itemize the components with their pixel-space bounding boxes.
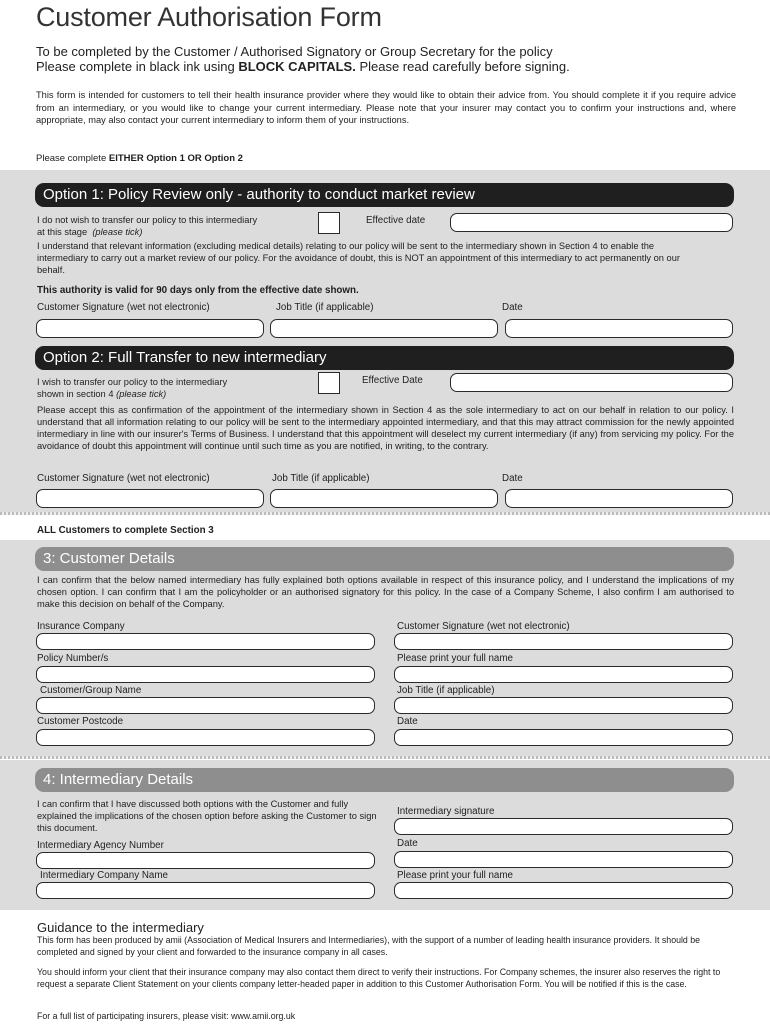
- agency-number-input[interactable]: [36, 852, 375, 869]
- customer-signature-input[interactable]: [394, 633, 733, 650]
- option1-checkbox[interactable]: [318, 212, 340, 234]
- option2-job-input[interactable]: [270, 489, 498, 508]
- option1-validity: This authority is valid for 90 days only from the effective date shown.: [37, 285, 359, 296]
- subtitle: [36, 44, 570, 74]
- option2-tick-line2: shown in section 4: [37, 389, 114, 399]
- option1-effective-date-input[interactable]: [450, 213, 733, 232]
- guidance-heading: Guidance to the intermediary: [37, 920, 204, 935]
- policy-number-input[interactable]: [36, 666, 375, 683]
- intro-text: This form is intended for customers to tell their health insurance provider where they would like to obtain their advice from. You should complete it if you require advice from an intermediary, or you would like to change your current intermediary. Please note that your insurer may contact you to confirm your instructions and, where appropriate, may also contact your current intermediary to inform them of your instructions.: [36, 90, 736, 125]
- line2-post: Please read carefully before signing.: [355, 59, 570, 74]
- option2-tick-hint: (please tick): [116, 389, 167, 399]
- option2-effective-date-input[interactable]: [450, 373, 733, 392]
- divider: [0, 512, 770, 515]
- option1-effective-label: Effective date: [366, 215, 426, 226]
- option1-tick-hint: (please tick): [92, 227, 143, 237]
- option2-heading: Option 2: Full Transfer to new intermediary: [35, 346, 734, 370]
- option1-tick-line2: at this stage: [37, 227, 88, 237]
- intermediary-full-name-input[interactable]: [394, 882, 733, 899]
- intermediary-date-input[interactable]: [394, 851, 733, 868]
- customer-postcode-input[interactable]: [36, 729, 375, 746]
- section4-body: I can confirm that I have discussed both options with the Customer and fully explained the implications of the chosen option before asking the Customer to sign this document.: [37, 799, 377, 833]
- option1-job-input[interactable]: [270, 319, 498, 338]
- option2-date-label: Date: [502, 473, 523, 484]
- s3-right-label-0: Customer Signature (wet not electronic): [397, 621, 570, 632]
- divider-2: [0, 756, 770, 759]
- section3-heading: 3: Customer Details: [35, 547, 734, 571]
- option2-effective-label: Effective Date: [362, 375, 423, 386]
- s4-left-label-1: Intermediary Company Name: [40, 870, 168, 881]
- s4-right-label-0: Intermediary signature: [397, 806, 495, 817]
- either-bold: EITHER Option 1 OR Option 2: [108, 153, 243, 164]
- option2-sig-label: Customer Signature (wet not electronic): [37, 473, 210, 484]
- s3-left-label-1: Policy Number/s: [37, 653, 109, 664]
- form-title: Customer Authorisation Form: [36, 2, 382, 32]
- insurance-company-input[interactable]: [36, 633, 375, 650]
- intermediary-company-input[interactable]: [36, 882, 375, 899]
- option2-job-label: Job Title (if applicable): [272, 473, 370, 484]
- subtitle-line2: [36, 59, 570, 74]
- either-instruction: [36, 153, 243, 164]
- s3-right-label-2: Job Title (if applicable): [397, 685, 495, 696]
- option2-checkbox[interactable]: [318, 372, 340, 394]
- customer-full-name-input[interactable]: [394, 666, 733, 683]
- guidance-p1: This form has been produced by amii (Association of Medical Insurers and Intermediaries), with the support of a number of leading health insurance providers. It should be completed and signed by your client and forwarded to the insurance company in all cases.: [37, 935, 701, 957]
- line2-pre: Please complete in black ink using: [36, 59, 239, 74]
- option2-signature-input[interactable]: [36, 489, 264, 508]
- option2-tick-text: [37, 376, 327, 400]
- s3-right-label-1: Please print your full name: [397, 653, 513, 664]
- s4-right-label-2: Please print your full name: [397, 870, 513, 881]
- s4-right-label-1: Date: [397, 838, 418, 849]
- section3-body: I can confirm that the below named intermediary has fully explained both options available in respect of this insurance policy, and I understand the implications of my chosen option. I can confirm that I am the policyholder or an authorised signatory for this policy. In the case of a Company Scheme, I also confirm I am authorised to make this decision on behalf of the Company.: [37, 575, 734, 609]
- option1-tick-line1: I do not wish to transfer our policy to this intermediary: [37, 215, 258, 225]
- s3-left-label-2: Customer/Group Name: [40, 685, 142, 696]
- all-customers-note: ALL Customers to complete Section 3: [37, 525, 214, 536]
- s4-left-label-0: Intermediary Agency Number: [37, 840, 164, 851]
- either-pre: Please complete: [36, 153, 109, 164]
- customer-group-name-input[interactable]: [36, 697, 375, 714]
- subtitle-line1: To be completed by the Customer / Authorised Signatory or Group Secretary for the policy: [36, 44, 553, 59]
- guidance-p2: You should inform your client that their insurance company may also contact them direct to verify their instructions. For Company schemes, the insurer also reserves the right to request a separate Client Statement on your clients company letter-headed paper in addition to this Customer Authorisation Form. You will be notified if this is the case.: [37, 967, 721, 989]
- option1-body: I understand that relevant information (excluding medical details) relating to our policy will be sent to the intermediary shown in Section 4 to enable the intermediary to carry out a market review of our policy. For the avoidance of doubt, this is NOT an appointment of this intermediary to act permanently on our behalf.: [37, 241, 680, 275]
- option1-sig-label: Customer Signature (wet not electronic): [37, 302, 210, 313]
- guidance-p3: For a full list of participating insurers, please visit: www.amii.org.uk: [37, 1011, 296, 1021]
- option1-date-label: Date: [502, 302, 523, 313]
- customer-job-title-input[interactable]: [394, 697, 733, 714]
- section4-heading: 4: Intermediary Details: [35, 768, 734, 792]
- option2-date-input[interactable]: [505, 489, 733, 508]
- s3-left-label-0: Insurance Company: [37, 621, 125, 632]
- s3-right-label-3: Date: [397, 716, 418, 727]
- option1-heading: Option 1: Policy Review only - authority to conduct market review: [35, 183, 734, 207]
- line2-bold: BLOCK CAPITALS.: [238, 59, 356, 74]
- option2-body: Please accept this as confirmation of the appointment of the intermediary shown in Section 4 as the sole intermediary to act on our behalf in relation to our policy. I understand that all information relating to our policy will be sent to the intermediary appointed intermediary, and that this may attract commission for the newly appointed intermediary in line with our insurer's Terms of Business. I understand that this appointment will deselect my current intermediary (if any) from servicing my policy. For the avoidance of doubt this appointment will continue until such time as you are notified, in writing, to the contrary.: [37, 405, 734, 451]
- option1-job-label: Job Title (if applicable): [276, 302, 374, 313]
- option1-date-input[interactable]: [505, 319, 733, 338]
- intermediary-signature-input[interactable]: [394, 818, 733, 835]
- option2-tick-line1: I wish to transfer our policy to the intermediary: [37, 377, 228, 387]
- option1-signature-input[interactable]: [36, 319, 264, 338]
- s3-left-label-3: Customer Postcode: [37, 716, 124, 727]
- option1-tick-text: [37, 214, 327, 238]
- customer-date-input[interactable]: [394, 729, 733, 746]
